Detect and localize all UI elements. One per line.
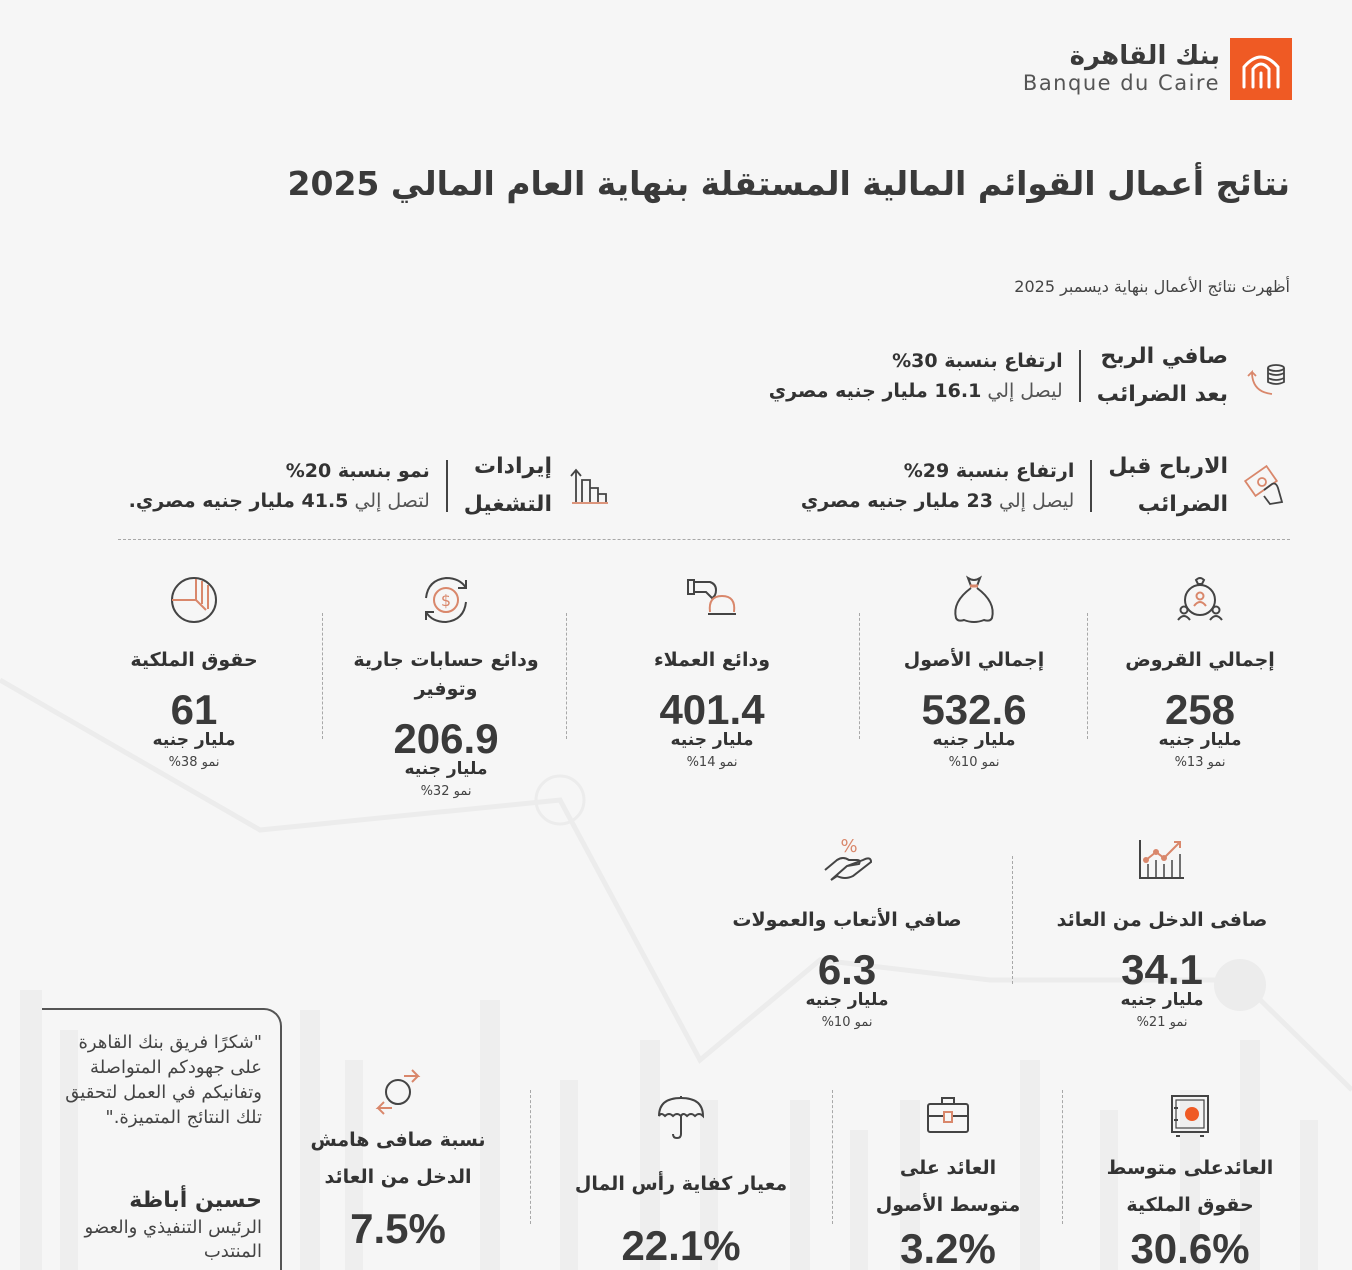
ratio-label-line2: متوسط الأصول (875, 1194, 1021, 1216)
pie-chart-icon (164, 570, 224, 630)
metric-value: 401.4 (659, 686, 765, 733)
column-divider (566, 613, 567, 739)
metric-growth: نمو 13% (1174, 755, 1226, 770)
metric-unit: مليار جنيه (805, 990, 889, 1010)
deposit-hand-icon (682, 570, 742, 630)
metric-equity (84, 570, 304, 770)
metric-value: 61 (170, 686, 218, 733)
ratio-roaa (838, 1088, 1058, 1270)
line-chart-icon (1132, 830, 1192, 890)
metric-label: إجمالي القروض (1125, 649, 1275, 671)
briefcase-icon (918, 1088, 978, 1148)
highlight-headline: ارتفاع بنسبة 30% (892, 350, 1063, 372)
highlight-headline: ارتفاع بنسبة 29% (903, 460, 1075, 482)
ratio-label-line1: معيار كفاية رأس المال (574, 1173, 788, 1195)
metric-label: ودائع حسابات جارية وتوفير (353, 649, 539, 700)
highlight-prefix: لتصل إلي (354, 490, 430, 512)
coins-growth-icon (1242, 352, 1290, 400)
column-divider (322, 613, 323, 739)
exchange-circle-icon (368, 1062, 428, 1122)
metric-value: 206.9 (393, 715, 499, 762)
divider (1090, 460, 1092, 512)
metric-unit: مليار جنيه (670, 730, 754, 750)
page-subtitle: أظهرت نتائج الأعمال بنهاية ديسمبر 2025 (1014, 277, 1290, 296)
metric-growth: نمو 32% (420, 784, 472, 799)
column-divider (859, 613, 860, 739)
safe-icon (1160, 1088, 1220, 1148)
highlight-value: 41.5 مليار جنيه مصري. (128, 490, 349, 512)
highlight-headline: نمو بنسبة 20% (285, 460, 430, 482)
metric-unit: مليار جنيه (152, 730, 236, 750)
ceo-quote: "شكرًا فريق بنك القاهرة على جهودكم المتواصلة وتفانيكم في العمل لتحقيق تلك النتائج المتميزة." (65, 1032, 262, 1128)
metric-label: حقوق الملكية (130, 649, 258, 671)
metric-customer-deposits (602, 570, 822, 770)
divider (446, 460, 448, 512)
metric-growth: نمو 10% (948, 755, 1000, 770)
money-hand-icon (1242, 462, 1290, 510)
loans-people-icon (1170, 570, 1230, 630)
author-role: الرئيس التنفيذي والعضو المنتدب (84, 1217, 262, 1262)
divider (1079, 350, 1081, 402)
metric-unit: مليار جنيه (932, 730, 1016, 750)
column-divider (1087, 613, 1088, 739)
highlight-label-line2: التشغيل (463, 492, 552, 517)
highlight-net-profit (769, 338, 1290, 414)
ratio-car (566, 1088, 796, 1269)
money-bag-icon (944, 570, 1004, 630)
metric-growth: نمو 38% (168, 755, 220, 770)
ratio-label-line1: العائدعلى متوسط (1106, 1157, 1274, 1179)
ratio-roae (1080, 1088, 1300, 1270)
metric-growth: نمو 14% (686, 755, 738, 770)
highlight-prefix: ليصل إلي (987, 380, 1063, 402)
highlight-label-line1: إيرادات (474, 454, 552, 479)
ratio-nim (288, 1062, 508, 1252)
metric-value: 6.3 (817, 946, 877, 993)
metric-unit: مليار جنيه (404, 759, 488, 779)
ratio-label-line1: العائد على (899, 1157, 997, 1179)
ratio-value: 7.5% (350, 1205, 446, 1252)
umbrella-icon (651, 1088, 711, 1148)
highlight-prefix: ليصل إلي (999, 490, 1075, 512)
author-name: حسين أباظة (129, 1188, 262, 1213)
metric-current-savings-deposits (336, 570, 556, 799)
highlight-label-line1: صافي الربح (1100, 344, 1228, 369)
metric-unit: مليار جنيه (1158, 730, 1242, 750)
ratio-label-line2: الدخل من العائد (324, 1166, 472, 1188)
metric-label: صافى الدخل من العائد (1056, 909, 1268, 931)
metric-net-fees-commissions (717, 830, 977, 1030)
column-divider (832, 1090, 833, 1224)
svg-text:$: $ (440, 591, 452, 610)
metric-label: إجمالي الأصول (903, 649, 1045, 671)
metric-label: صافي الأتعاب والعمولات (732, 909, 962, 931)
metric-total-assets (864, 570, 1084, 770)
column-divider (1012, 856, 1013, 984)
metric-label: ودائع العملاء (653, 649, 771, 671)
column-divider (1062, 1090, 1063, 1224)
dollar-cycle-icon (416, 570, 476, 630)
highlight-label-line1: الارباح قبل (1108, 454, 1228, 479)
quote-author (50, 1186, 262, 1264)
ratio-label-line2: حقوق الملكية (1126, 1194, 1254, 1216)
metric-growth: نمو 10% (821, 1015, 873, 1030)
metric-value: 258 (1164, 686, 1236, 733)
highlight-label-line2: بعد الضرائب (1096, 382, 1228, 407)
logo-english-name: Banque du Caire (1022, 71, 1220, 95)
highlight-label-line2: الضرائب (1137, 492, 1228, 517)
ratio-value: 3.2% (900, 1225, 996, 1270)
ratio-label-line1: نسبة صافى هامش (310, 1129, 486, 1151)
metric-growth: نمو 21% (1136, 1015, 1188, 1030)
highlight-value: 16.1 مليار جنيه مصري (768, 380, 982, 402)
highlight-pre-tax-profit (801, 448, 1290, 524)
column-divider (530, 1090, 531, 1224)
metric-total-loans (1090, 570, 1310, 770)
metric-net-interest-income (1052, 830, 1272, 1030)
ratio-value: 30.6% (1130, 1225, 1250, 1270)
highlight-value: 23 مليار جنيه مصري (800, 490, 993, 512)
logo-arabic-name: بنك القاهرة (1069, 41, 1220, 71)
metric-value: 34.1 (1121, 946, 1203, 993)
percent-hand-icon (817, 830, 877, 890)
bank-logo (1023, 38, 1292, 100)
svg-text:%: % (840, 836, 858, 857)
metric-unit: مليار جنيه (1120, 990, 1204, 1010)
metric-value: 532.6 (921, 686, 1027, 733)
highlight-operating-income (129, 448, 614, 524)
page-title: نتائج أعمال القوائم المالية المستقلة بنهاية العام المالي 2025 (287, 164, 1290, 203)
section-divider (118, 539, 1290, 540)
arch-logo-icon (1230, 38, 1292, 100)
bar-growth-icon (566, 462, 614, 510)
ratio-value: 22.1% (621, 1222, 741, 1269)
